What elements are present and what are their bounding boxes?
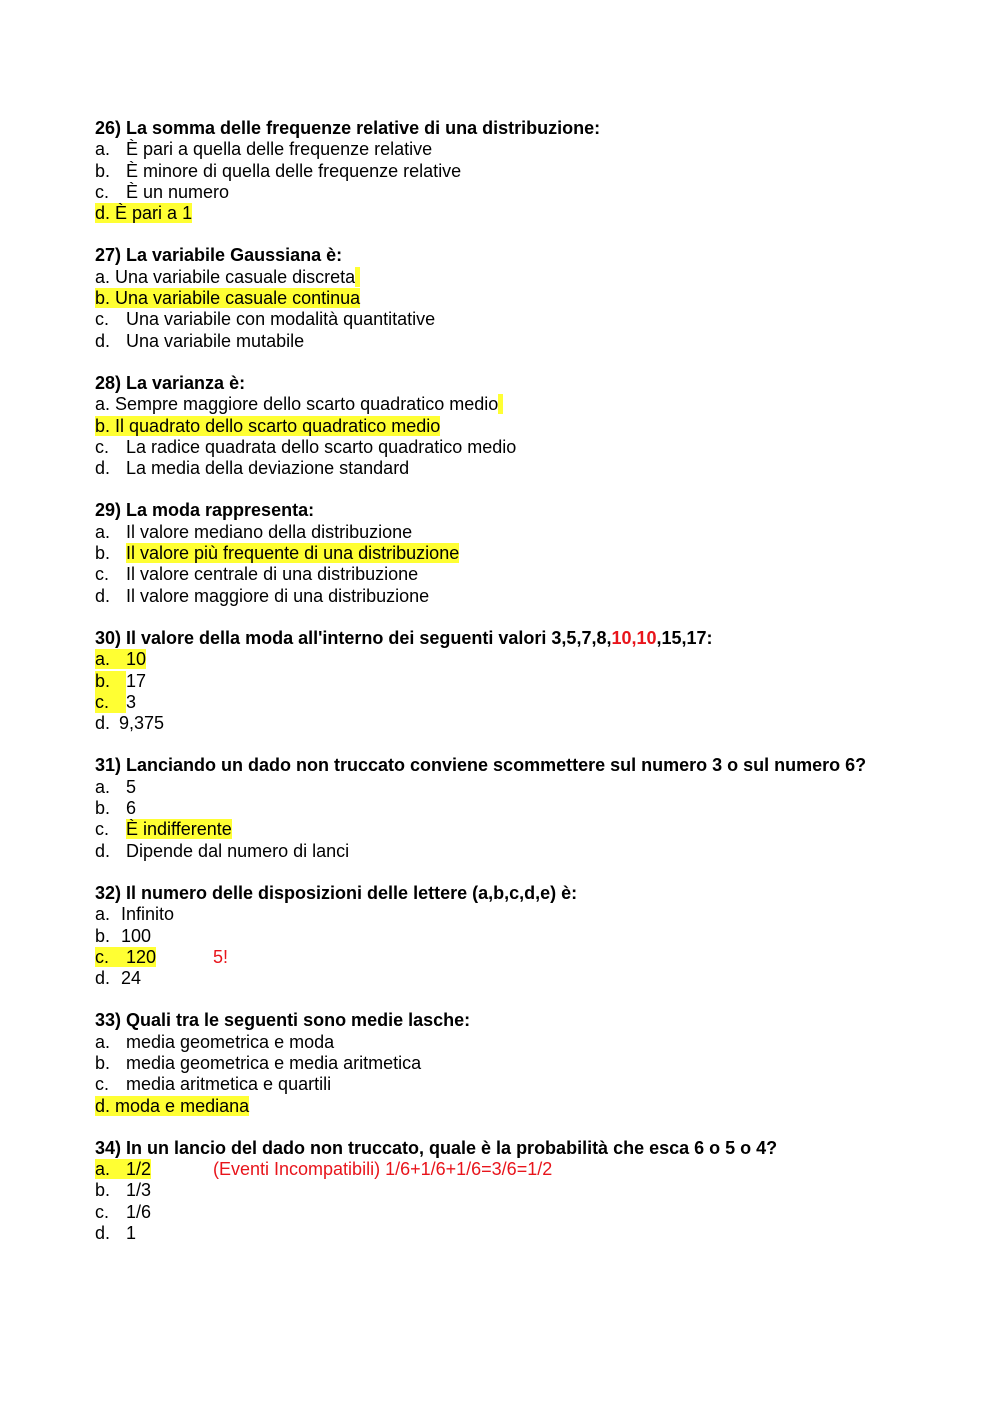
option-text: 6 <box>126 798 137 819</box>
option-c-correct <box>95 947 975 968</box>
question-title: 33) Quali tra le seguenti sono medie lasche: <box>95 1010 471 1031</box>
option-d-correct <box>95 1096 975 1117</box>
question-title: 31) Lanciando un dado non truccato conviene scommettere sul numero 3 o sul numero 6? <box>95 755 867 776</box>
option-d <box>95 713 975 734</box>
highlighted-answer <box>95 416 440 436</box>
question-title: 27) La variabile Gaussiana è: <box>95 245 343 266</box>
question-26 <box>95 118 975 224</box>
option-b <box>95 671 975 692</box>
option-letter: d. <box>95 585 111 606</box>
option-text: La media della deviazione standard <box>126 458 410 479</box>
option-c <box>95 437 975 458</box>
highlighted-answer <box>95 203 192 223</box>
option-text: Il valore mediano della distribuzione <box>126 521 413 542</box>
option-letter: d. <box>95 1223 111 1244</box>
option-text: media aritmetica e quartili <box>126 1074 332 1095</box>
highlighted-answer <box>95 288 360 308</box>
option-text: Una variabile casuale discreta <box>115 266 356 287</box>
option-d <box>95 586 975 607</box>
highlight-sliver <box>355 267 360 287</box>
option-text: Il valore centrale di una distribuzione <box>126 564 419 585</box>
option-b-correct <box>95 416 975 437</box>
option-a <box>95 1032 975 1053</box>
option-text: 9,375 <box>119 713 165 734</box>
option-a-correct <box>95 649 975 670</box>
question-30 <box>95 628 975 734</box>
option-letter: c. <box>95 692 126 713</box>
option-letter: d. <box>95 713 111 734</box>
option-letter: d. <box>95 330 111 351</box>
option-a <box>95 904 975 925</box>
option-text: È un numero <box>126 181 230 202</box>
option-letter: a. <box>95 139 111 160</box>
option-text: 17 <box>126 670 147 691</box>
option-a <box>95 139 975 160</box>
option-b-correct <box>95 288 975 309</box>
option-letter: d. <box>95 458 111 479</box>
option-a <box>95 394 975 415</box>
question-33 <box>95 1010 975 1116</box>
option-text: 3 <box>126 691 137 712</box>
question-title <box>95 628 975 649</box>
option-letter: c. <box>95 1074 110 1095</box>
option-letter: c. <box>95 181 110 202</box>
question-31 <box>95 755 975 861</box>
option-d <box>95 331 975 352</box>
question-32 <box>95 883 975 989</box>
option-letter: a. <box>95 266 111 287</box>
option-letter: a. <box>95 1159 111 1180</box>
option-text: 10 <box>126 649 147 670</box>
option-text: È pari a 1 <box>115 203 193 224</box>
option-c <box>95 182 975 203</box>
annotation-note: (Eventi Incompatibili) 1/6+1/6+1/6=3/6=1/2 <box>213 1159 553 1180</box>
option-letter: c. <box>95 946 110 967</box>
option-letter: c. <box>95 309 110 330</box>
option-letter: a. <box>95 394 111 415</box>
option-letter: b. <box>95 925 111 946</box>
option-letter: b. <box>95 415 111 436</box>
option-text: Il valore più frequente di una distribuzione <box>126 543 460 564</box>
option-letter: d. <box>95 1095 111 1116</box>
option-letter: a. <box>95 521 111 542</box>
option-text: Una variabile con modalità quantitative <box>126 309 436 330</box>
question-27 <box>95 245 975 351</box>
option-letter: b. <box>95 160 111 181</box>
option-text: Una variabile casuale continua <box>115 288 361 309</box>
option-d-correct <box>95 203 975 224</box>
question-title: 28) La varianza è: <box>95 372 246 393</box>
option-d <box>95 968 975 989</box>
option-a <box>95 522 975 543</box>
option-letter: c. <box>95 1201 110 1222</box>
quiz-page <box>95 118 975 1244</box>
option-a-correct <box>95 1159 975 1180</box>
question-title-mode-values: 10,10 <box>611 627 657 648</box>
question-29 <box>95 500 975 606</box>
option-text: Infinito <box>121 904 175 925</box>
highlighted-answer <box>95 649 146 669</box>
option-c <box>95 309 975 330</box>
option-text: 1/6 <box>126 1201 152 1222</box>
option-letter: a. <box>95 776 111 797</box>
option-letter: c. <box>95 819 110 840</box>
question-34 <box>95 1138 975 1244</box>
option-text: 1/3 <box>126 1180 152 1201</box>
option-c-correct <box>95 819 975 840</box>
option-letter: b. <box>95 798 111 819</box>
option-letter: c. <box>95 564 110 585</box>
question-title: 26) La somma delle frequenze relative di una distribuzione: <box>95 118 601 138</box>
option-letter: b. <box>95 288 111 309</box>
option-text: 5 <box>126 776 137 797</box>
option-letter: d. <box>95 203 111 224</box>
highlighted-answer <box>95 1159 151 1179</box>
option-text: È minore di quella delle frequenze relative <box>126 160 462 181</box>
option-b <box>95 161 975 182</box>
option-c <box>95 1202 975 1223</box>
option-b <box>95 798 975 819</box>
question-title-end: ,15,17: <box>656 627 713 648</box>
option-text: 24 <box>121 968 142 989</box>
option-c <box>95 564 975 585</box>
highlighted-answer <box>95 947 156 967</box>
option-text: 100 <box>121 925 152 946</box>
question-title: 29) La moda rappresenta: <box>95 500 315 521</box>
option-d <box>95 458 975 479</box>
option-text: Il valore maggiore di una distribuzione <box>126 585 430 606</box>
option-letter: d. <box>95 840 111 861</box>
highlighted-answer <box>95 1096 249 1116</box>
option-text: Dipende dal numero di lanci <box>126 840 350 861</box>
option-text: Il quadrato dello scarto quadratico medio <box>115 415 441 436</box>
highlight-sliver <box>498 394 503 414</box>
option-b <box>95 1180 975 1201</box>
option-text: moda e mediana <box>115 1095 250 1116</box>
option-text: Sempre maggiore dello scarto quadratico medio <box>115 394 499 415</box>
option-d <box>95 1223 975 1244</box>
question-title-start: 30) Il valore della moda all'interno dei seguenti valori 3,5,7,8, <box>95 627 612 648</box>
option-letter: b. <box>95 1180 111 1201</box>
option-a <box>95 777 975 798</box>
option-d <box>95 841 975 862</box>
annotation-note: 5! <box>213 946 229 967</box>
option-text: 1 <box>126 1223 137 1244</box>
option-text: 120 <box>126 946 157 967</box>
question-28 <box>95 373 975 479</box>
option-text: media geometrica e media aritmetica <box>126 1052 422 1073</box>
option-text: media geometrica e moda <box>126 1031 335 1052</box>
option-letter: a. <box>95 904 111 925</box>
option-text: Una variabile mutabile <box>126 330 305 351</box>
option-b <box>95 926 975 947</box>
option-letter: b. <box>95 1052 111 1073</box>
option-letter: c. <box>95 436 110 457</box>
option-text: È indifferente <box>126 819 232 840</box>
option-text: 1/2 <box>126 1159 152 1180</box>
option-b-correct <box>95 543 975 564</box>
option-letter: d. <box>95 968 111 989</box>
option-b <box>95 1053 975 1074</box>
option-text: La radice quadrata dello scarto quadratico medio <box>126 436 517 457</box>
option-letter: b. <box>95 671 126 692</box>
option-text: È pari a quella delle frequenze relative <box>126 139 433 160</box>
option-letter: b. <box>95 543 111 564</box>
option-letter: a. <box>95 1031 111 1052</box>
question-title: 34) In un lancio del dado non truccato, quale è la probabilità che esca 6 o 5 o 4? <box>95 1137 778 1158</box>
option-a <box>95 267 975 288</box>
option-c <box>95 1074 975 1095</box>
question-title: 32) Il numero delle disposizioni delle lettere (a,b,c,d,e) è: <box>95 882 578 903</box>
option-c <box>95 692 975 713</box>
option-letter: a. <box>95 649 111 670</box>
